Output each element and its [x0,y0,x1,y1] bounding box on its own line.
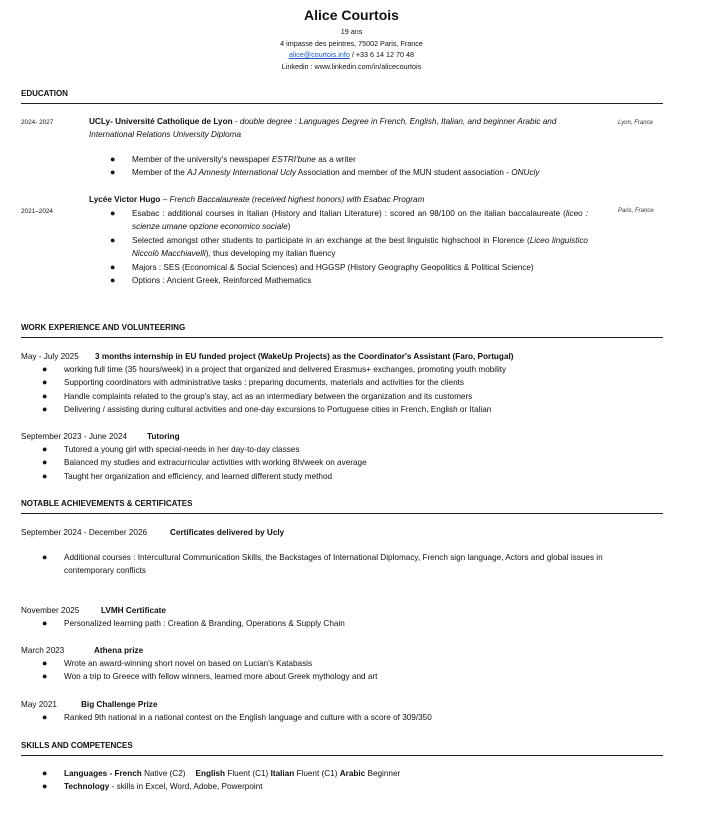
achievement-dates: November 2025 [21,606,80,615]
school-name: Lycée Victor Hugo [89,195,161,204]
text: Handle complaints related to the group's stay, act as an intermediary between the organization and its customers [64,391,473,401]
text: Fluent (C1) [294,769,340,778]
text: Options : Ancient Greek, Reinforced Mathematics [132,276,312,286]
list-item [42,470,642,483]
bullet-icon: ● [42,618,48,628]
bullet-icon: ● [42,671,48,682]
degree: double degree : Languages Degree in French, English, Italian, and beginner Arabic and International Relations University Diploma [89,117,557,140]
text: working full time (35 hours/week) in a project that organized and delivered Erasmus+ exchanges, promoting youth mobility [64,365,507,374]
text: Arabic [339,769,366,778]
text: Personalized learning path : Creation & Branding, Operations & Supply Chain [64,619,345,628]
bullet-icon: ● [110,208,116,218]
text: Beginner [365,769,401,778]
section-title-achievements: NOTABLE ACHIEVEMENTS & CERTIFICATES [21,499,193,508]
education-entry-lycee [89,193,599,206]
text: ) [287,222,291,232]
text: Member of the university's newspaper [132,155,272,164]
work-dates: September 2023 - June 2024 [21,432,128,441]
education-entry-ucly [89,115,599,142]
bullet-icon: ● [42,658,48,668]
candidate-address: 4 impasse des peintres, 75002 Paris, France [280,39,423,48]
text: ), thus developing my italian fluency [205,249,336,259]
candidate-name: Alice Courtois [304,7,399,23]
text: as a writer [315,155,356,164]
list-item [42,456,642,469]
list-item [110,166,630,179]
text: Majors : SES (Economical & Social Sciences) and HGGSP (History Geography Geopolitics & Political Science) [132,262,534,272]
bullet-icon: ● [42,712,48,722]
text: Won a trip to Greece with fellow winners, learned more about Greek mythology and art [64,672,378,682]
achievement-bullets [42,551,642,578]
text: liceo : scienze umane opzione economico sociale [132,209,588,232]
bullet-icon: ● [42,364,48,374]
bullet-icon: ● [42,377,48,388]
separator: – [160,195,170,204]
text: Association and member of the MUN student association - [295,168,512,178]
achievement-title: Certificates delivered by Ucly [170,528,285,537]
bullet-icon: ● [110,261,116,272]
achievement-title: Big Challenge Prize [81,700,158,709]
divider [21,755,663,756]
text: English [195,769,226,778]
text: AJ Amnesty International Ucly [187,168,296,178]
text: Native (C2) [141,769,186,778]
list-item [110,261,588,274]
text: Languages - French [64,769,142,778]
text: Technology [64,782,110,792]
text: Wrote an award-winning short novel on based on Lucian's Katabasis [64,659,313,668]
text: Delivering / assisting during cultural activities and one-day excursions to Portuguese cities in French, English or Italian [64,405,492,415]
candidate-age: 19 ans [340,27,363,36]
list-item [110,153,630,166]
text: Supporting coordinators with administrative tasks : preparing documents, materials and activities for the clients [64,378,465,388]
list-item [42,711,642,724]
text: Member of the [132,168,188,178]
achievement-title: Athena prize [94,646,144,655]
bullet-icon: ● [42,768,48,778]
list-item [42,670,642,683]
text: Ranked 9th national in a national contest on the English language and culture with a score of 309/350 [64,713,432,722]
education-location: Paris, France [618,208,654,214]
divider [21,513,663,514]
education-dates: 2024- 2027 [21,119,54,126]
section-title-education: EDUCATION [21,89,68,98]
text: Additional courses : Intercultural Communication Skills, the Backstages of International Diplomacy, French sign language, Actors and global issues in contemporary conflicts [64,553,603,576]
bullet-icon: ● [42,444,48,454]
education-bullets [110,207,588,287]
text: - skills in Excel, Word, Adobe, Powerpoint [109,782,263,792]
bullet-icon: ● [42,404,48,415]
education-location: Lyon, France [618,120,653,126]
text: Tutored a young girl with special-needs in her day-to-day classes [64,445,300,454]
work-bullets [42,443,642,483]
work-role: Tutoring [147,432,180,441]
section-title-skills: SKILLS AND COMPETENCES [21,741,133,750]
list-item [110,274,588,287]
text: Liceo linguistico Niccolò Macchiavelli [132,235,588,259]
text: ESTRI'bune [271,155,316,164]
list-item-technology [42,780,642,793]
work-role: 3 months internship in EU funded project (WakeUp Projects) as the Coordinator's Assistant (Faro, Portugal) [95,352,514,361]
work-dates: May - July 2025 [21,352,79,361]
divider [21,337,663,338]
list-item [42,443,642,456]
school-name: UCLy- Université Catholique de Lyon [89,117,233,126]
degree: French Baccalaureate (received highest honors) with Esabac Program [169,195,425,204]
list-item [42,390,642,403]
list-item [42,403,642,416]
skills-bullets [42,767,642,794]
education-dates: 2021–2024 [21,208,53,215]
section-title-work: WORK EXPERIENCE AND VOLUNTEERING [21,323,186,332]
text: Selected amongst other students to participate in an exchange at the best linguistic highschool in Florence ( [132,235,530,245]
achievement-bullets [42,657,642,684]
separator: - [232,117,240,126]
contact-line [0,49,703,61]
list-item [42,657,642,670]
text: Taught her organization and efficiency, and learned different study method [64,471,333,481]
bullet-icon: ● [110,275,116,286]
bullet-icon: ● [110,234,116,245]
bullet-icon: ● [42,552,48,562]
text: Italian [270,769,295,778]
bullet-icon: ● [42,390,48,401]
list-item [42,376,642,389]
linkedin: Linkedin : www.linkedin.com/in/alicecourtois [281,62,422,71]
phone: / +33 6 14 12 70 48 [349,50,414,59]
text: ONUcly [511,168,540,178]
list-item [42,551,642,578]
list-item [42,617,642,630]
text: Esabac : additional courses in Italian (History and Italian Literature) : scored an 98/100 on the italian baccalaureate ( [132,209,566,218]
education-bullets [110,153,630,180]
achievement-dates: May 2021 [21,700,57,709]
achievement-dates: September 2024 - December 2026 [21,528,148,537]
email-link[interactable]: alice@courtois.info [289,50,350,59]
list-item [110,207,588,234]
text: Fluent (C1) [225,769,271,778]
list-item-languages [42,767,642,780]
bullet-icon: ● [110,167,116,178]
achievement-dates: March 2023 [21,646,65,655]
divider [21,103,663,104]
achievement-bullets [42,617,642,630]
work-bullets [42,363,642,417]
bullet-icon: ● [42,470,48,481]
text: Balanced my studies and extracurricular activities with working 8h/week on average [64,458,367,468]
bullet-icon: ● [42,457,48,468]
list-item [42,363,642,376]
bullet-icon: ● [42,781,48,792]
achievement-bullets [42,711,642,724]
list-item [110,234,588,261]
achievement-title: LVMH Certificate [101,606,166,615]
bullet-icon: ● [110,154,116,164]
